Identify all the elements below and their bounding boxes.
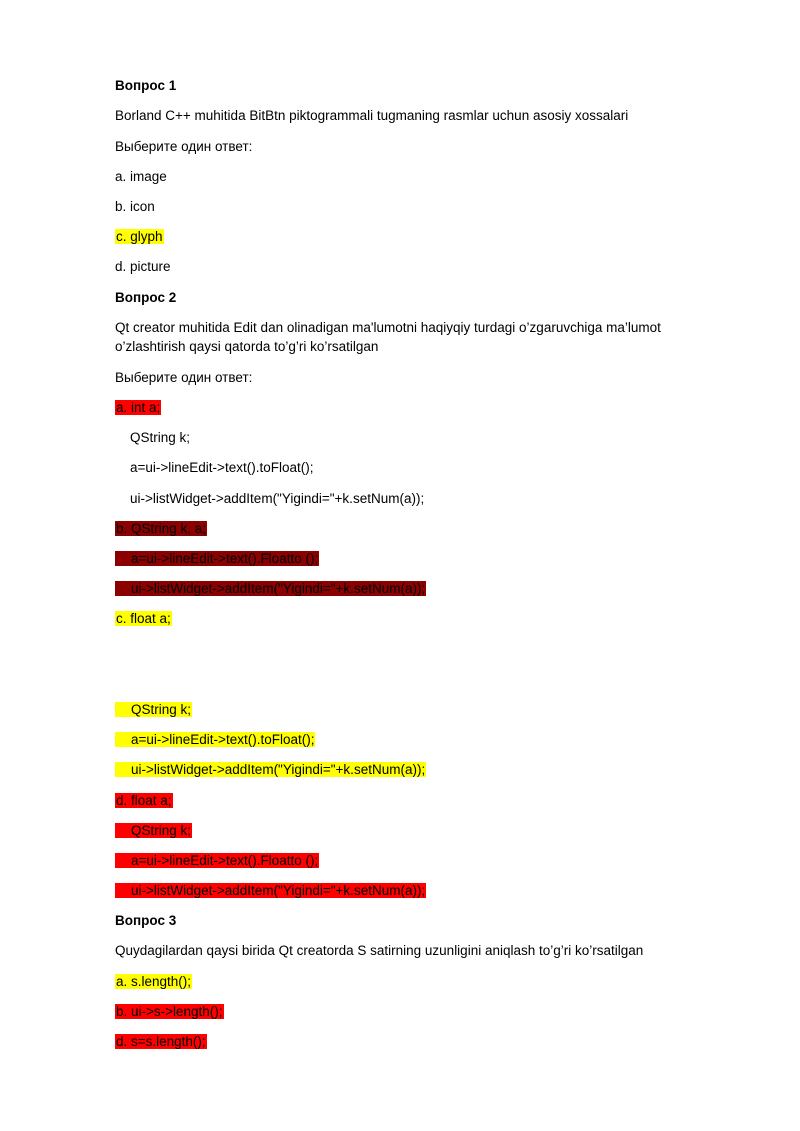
q2-option-a-line1: a. int a; bbox=[116, 400, 161, 415]
q1-option-a: a. image bbox=[115, 169, 167, 184]
q2-option-d-line2: QString k; bbox=[116, 823, 192, 838]
q1-title: Вопрос 1 bbox=[115, 78, 177, 93]
q2-option-b-line1: b. QString k, a; bbox=[116, 521, 207, 536]
q1-prompt: Выберите один ответ: bbox=[115, 139, 253, 154]
q2-option-a-line2: QString k; bbox=[115, 430, 191, 445]
q2-option-d-line4: ui->listWidget->addItem("Yigindi="+k.setNum(a)); bbox=[116, 883, 426, 898]
q1-option-c: c. glyph bbox=[116, 229, 163, 244]
q3-option-d: d. s=s.length(); bbox=[116, 1034, 206, 1049]
q3-option-a: a. s.length(); bbox=[116, 974, 192, 989]
q1-option-d: d. picture bbox=[115, 259, 171, 274]
q2-option-d-line1: d. float a; bbox=[116, 793, 172, 808]
q1-option-b: b. icon bbox=[115, 199, 155, 214]
q2-option-b-line2: a=ui->lineEdit->text().Floatto (); bbox=[116, 551, 319, 566]
q2-option-c-line2: QString k; bbox=[116, 702, 192, 717]
q3-title: Вопрос 3 bbox=[115, 913, 177, 928]
q2-option-d-line3: a=ui->lineEdit->text().Floatto (); bbox=[116, 853, 319, 868]
q2-option-a-line3: a=ui->lineEdit->text().toFloat(); bbox=[115, 460, 314, 475]
q2-option-b-line3: ui->listWidget->addItem("Yigindi="+k.setNum(a)); bbox=[116, 581, 426, 596]
q2-option-c-line4: ui->listWidget->addItem("Yigindi="+k.setNum(a)); bbox=[116, 762, 426, 777]
q2-option-c-line3: a=ui->lineEdit->text().toFloat(); bbox=[116, 732, 315, 747]
q3-option-b: b. ui->s->length(); bbox=[116, 1004, 223, 1019]
q2-option-c-line1: c. float a; bbox=[116, 611, 171, 626]
q2-prompt: Выберите один ответ: bbox=[115, 370, 253, 385]
q3-text: Quydagilardan qaysi birida Qt creatorda S satirning uzunligini aniqlash to’g’ri ko’rsatilgan bbox=[115, 943, 644, 958]
q2-option-a-line4: ui->listWidget->addItem("Yigindi="+k.setNum(a)); bbox=[115, 491, 425, 506]
q1-text: Borland C++ muhitida BitBtn piktogrammali tugmaning rasmlar uchun asosiy xossalari bbox=[115, 108, 629, 123]
q2-text: Qt creator muhitida Edit dan olinadigan ma'lumotni haqiyqiy turdagi o’zgaruvchiga ma’lumot o’zlashtirish qaysi qatorda to’g’ri ko’rsatilgan bbox=[115, 320, 661, 354]
q2-title: Вопрос 2 bbox=[115, 290, 177, 305]
